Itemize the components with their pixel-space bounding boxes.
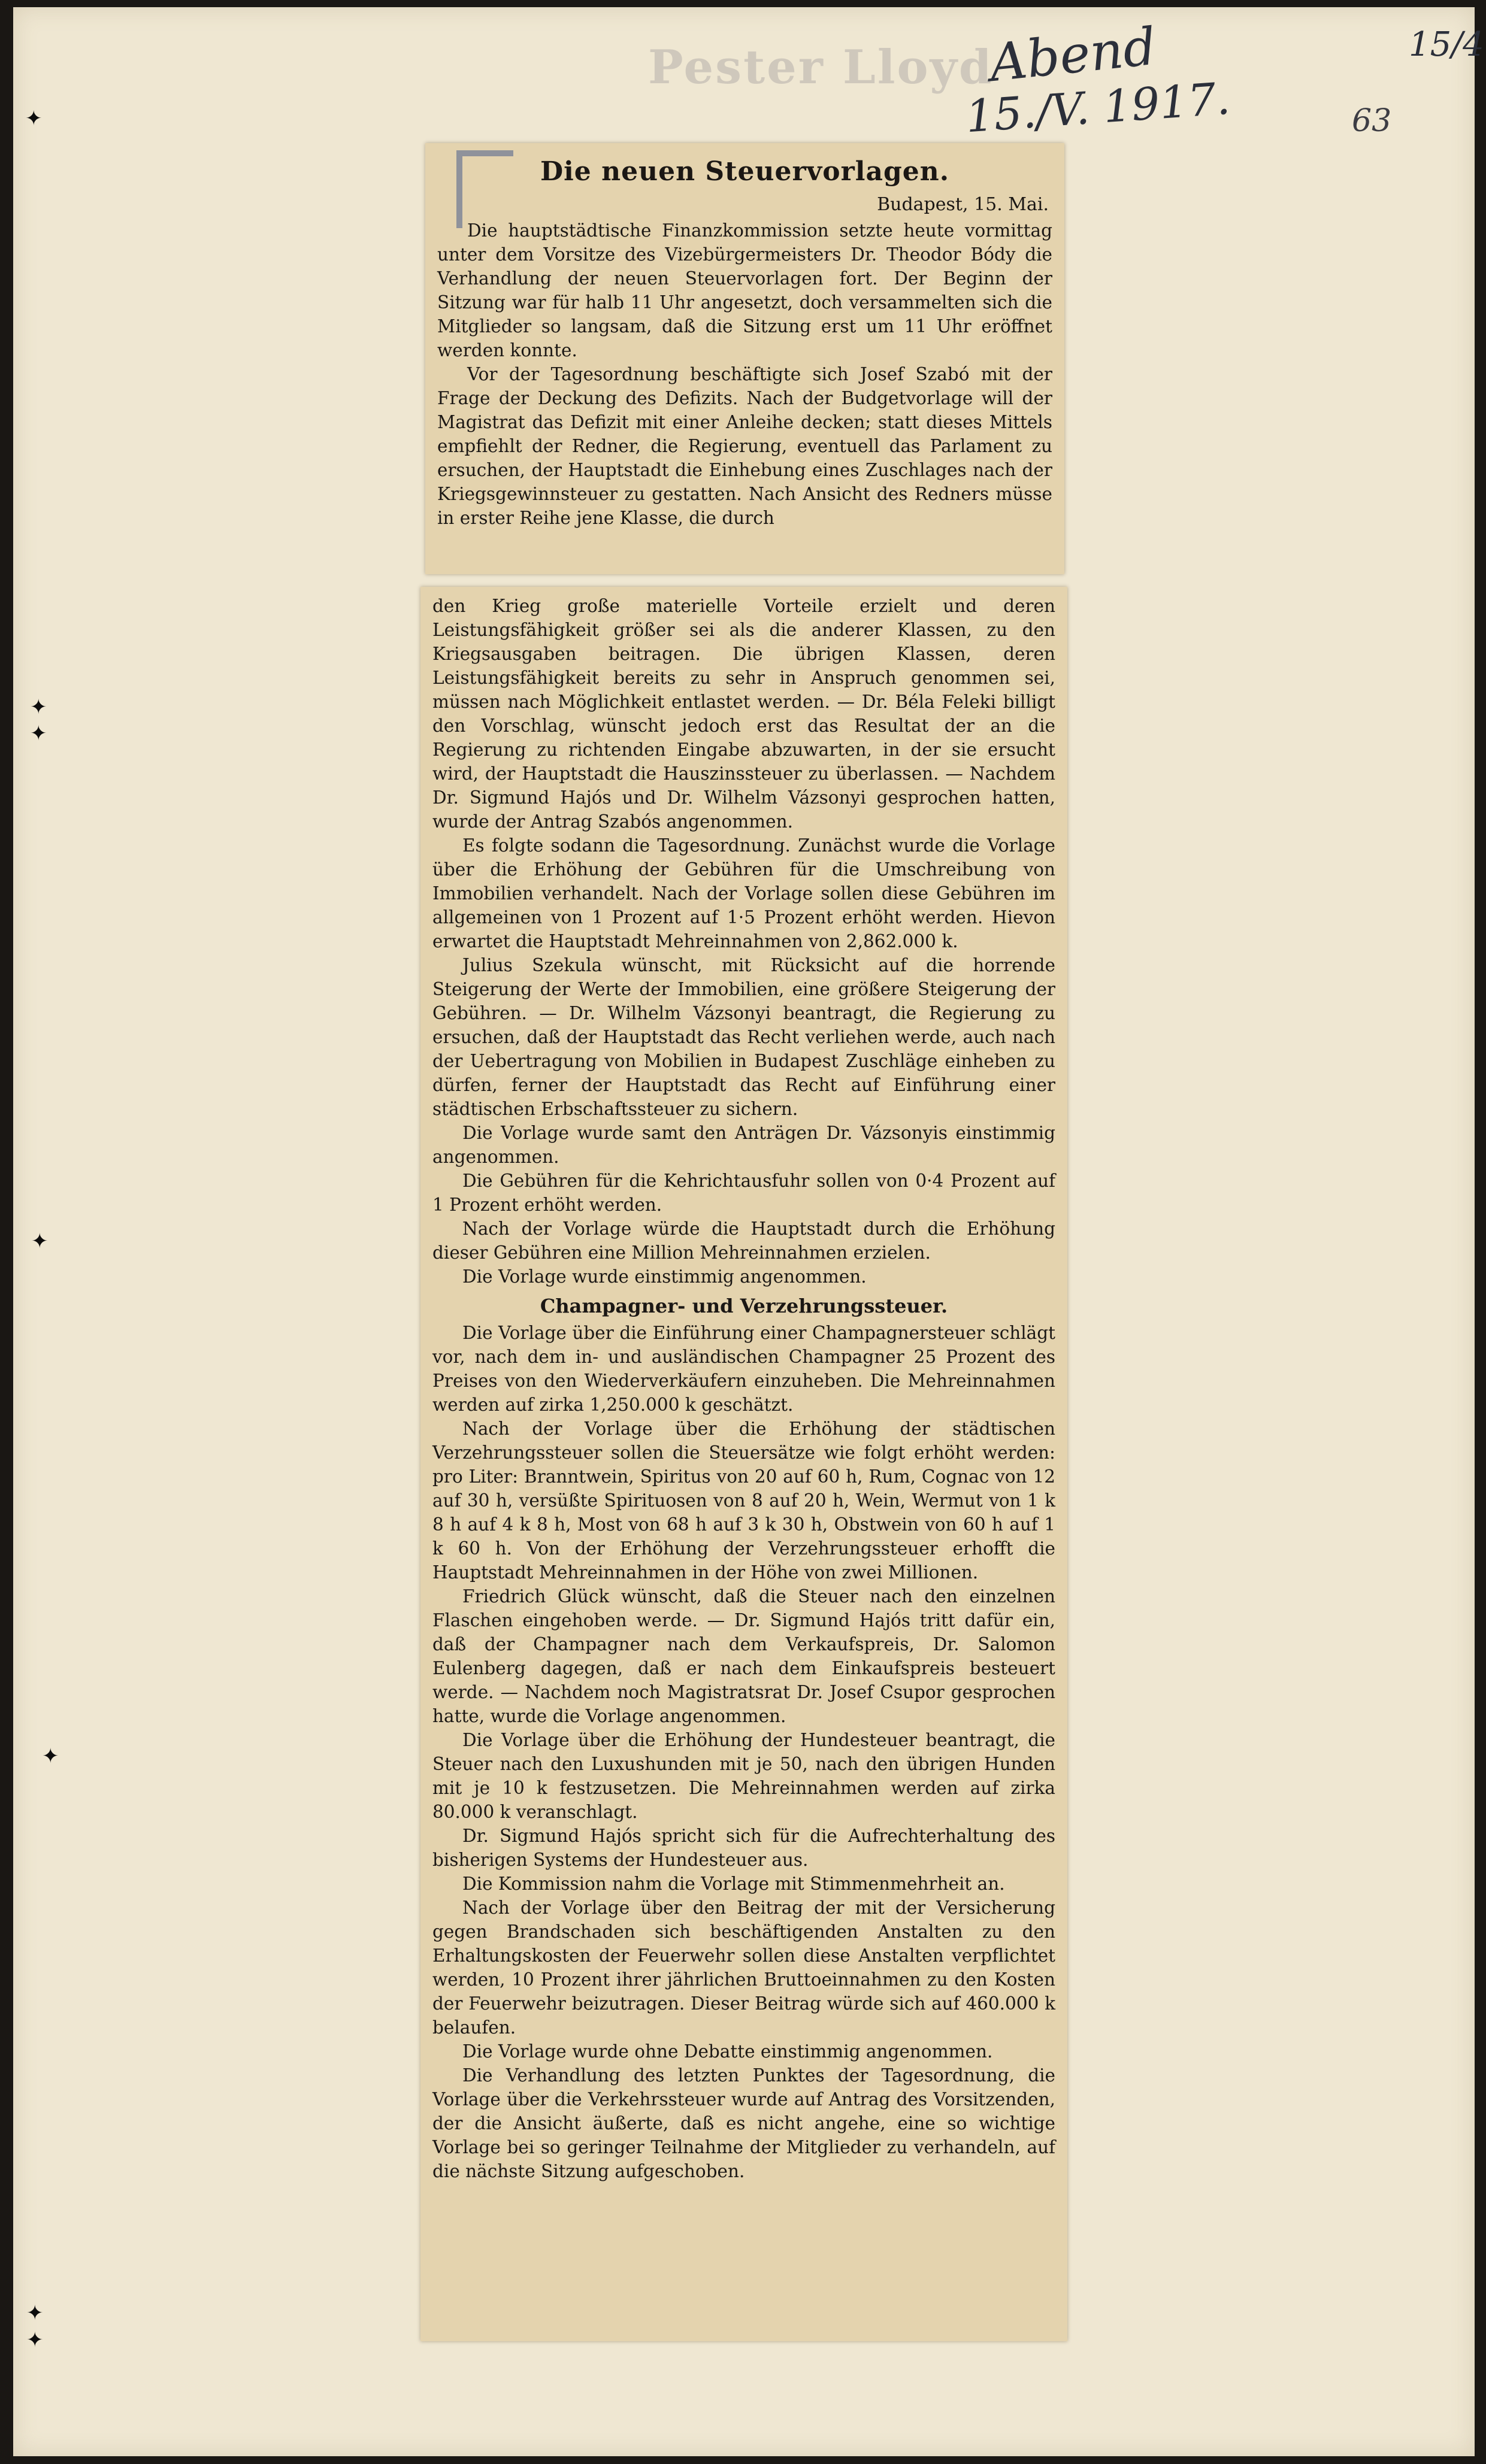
article-paragraph: Nach der Vorlage würde die Hauptstadt durch die Erhöhung dieser Gebühren eine Million Mehreinnahmen erzielen. [432, 1219, 1055, 1263]
article-paragraph: Die Vorlage wurde ohne Debatte einstimmig angenommen. [462, 2041, 993, 2062]
pin-mark-icon: ✦ [30, 722, 47, 745]
handwritten-corner-note: 15/4 [1409, 25, 1484, 64]
article-paragraph: Die hauptstädtische Finanzkommission setzte heute vormittag unter dem Vorsitze des Vizebürgermeisters Dr. Theodor Bódy die Verhandlung der neuen Steuervorlagen fort. Der Beginn der Sitzung war für halb 11 Uhr angesetzt, doch versammelten sich die Mitglieder so langsam, daß die Sitzung erst um 11 Uhr eröffnet werden konnte. [437, 220, 1052, 360]
article-title: Die neuen Steuervorlagen. [540, 156, 950, 187]
handwritten-edition: Abend [986, 16, 1159, 94]
pin-mark-icon: ✦ [25, 107, 43, 131]
article-paragraph: Die Kommission nahm die Vorlage mit Stimmenmehrheit an. [462, 1874, 1005, 1894]
archive-sheet [13, 7, 1484, 2456]
article-paragraph: Es folgte sodann die Tagesordnung. Zunächst wurde die Vorlage über die Erhöhung der Gebühren für die Umschreibung von Immobilien verhandelt. Nach der Vorlage sollen diese Gebühren im allgemeinen von 1 Prozent auf 1·5 Prozent erhöht werden. Hievon erwartet die Hauptstadt Mehreinnahmen von 2,862.000 k. [432, 835, 1055, 951]
article-paragraph: Nach der Vorlage über den Beitrag der mit der Versicherung gegen Brandschaden sich beschäftigenden Anstalten zu den Erhaltungskosten der Feuerwehr sollen diese Anstalten verpflichtet werden, 10 Prozent ihrer jährlichen Bruttoeinnahmen zu den Kosten der Feuerwehr beizutragen. Dieser Beitrag würde sich auf 460.000 k belaufen. [432, 1898, 1055, 2038]
pin-mark-icon: ✦ [42, 1744, 59, 1768]
newspaper-clipping-top [425, 143, 1064, 574]
handwritten-date: 15./V. 1917. [964, 72, 1232, 143]
pin-mark-icon: ✦ [26, 2328, 44, 2352]
article-paragraph: Die Verhandlung des letzten Punktes der Tagesordnung, die Vorlage über die Verkehrssteuer wurde auf Antrag des Vorsitzenden, der die Ansicht äußerte, daß es nicht angehe, eine so wichtige Vorlage bei so geringer Teilnahme der Mitglieder zu verhandeln, auf die nächste Sitzung aufgeschoben. [432, 2065, 1055, 2181]
newspaper-clipping-bottom [420, 587, 1067, 2341]
article-paragraph: Vor der Tagesordnung beschäftigte sich Josef Szabó mit der Frage der Deckung des Defizits. Nach der Budgetvorlage will der Magistrat das Defizit mit einer Anleihe decken; statt dieses Mittels empfiehlt der Redner, die Regierung, eventuell das Parlament zu ersuchen, der Hauptstadt die Einhebung eines Zuschlages nach der Kriegsgewinnsteuer zu gestatten. Nach Ansicht des Redners müsse in erster Reihe jene Klasse, die durch [437, 364, 1052, 528]
pin-mark-icon: ✦ [31, 1229, 49, 1253]
handwritten-page-number: 63 [1352, 103, 1392, 139]
pin-mark-icon: ✦ [30, 695, 47, 719]
article-paragraph: Julius Szekula wünscht, mit Rücksicht auf die horrende Steigerung der Werte der Immobilien, eine größere Steigerung der Gebühren. — Dr. Wilhelm Vázsonyi beantragt, die Regierung zu ersuchen, daß der Hauptstadt das Recht verliehen werde, auch nach der Uebertragung von Mobilien in Budapest Zuschläge einheben zu dürfen, ferner der Hauptstadt das Recht auf Einführung einer städtischen Erbschaftssteuer zu sichern. [432, 955, 1055, 1119]
article-dateline: Budapest, 15. Mai. [877, 194, 1049, 215]
article-paragraph: Die Gebühren für die Kehrichtausfuhr sollen von 0·4 Prozent auf 1 Prozent erhöht werden. [432, 1171, 1055, 1215]
article-paragraph: Nach der Vorlage über die Erhöhung der städtischen Verzehrungssteuer sollen die Steuersätze wie folgt erhöht werden: pro Liter: Branntwein, Spiritus von 20 auf 60 h, Rum, Cognac von 12 auf 30 h, versüßte Spirituosen von 8 auf 20 h, Wein, Wermut von 1 k 8 h auf 4 k 8 h, Most von 68 h auf 3 k 30 h, Obstwein von 60 h auf 1 k 60 h. Von der Erhöhung der Verzehrungssteuer erhofft die Hauptstadt Mehreinnahmen in der Höhe von zwei Millionen. [432, 1419, 1055, 1583]
article-paragraph: Die Vorlage wurde samt den Anträgen Dr. Vázsonyis einstimmig angenommen. [432, 1123, 1055, 1167]
article-paragraph: Die Vorlage wurde einstimmig angenommen. [462, 1266, 867, 1287]
newspaper-stamp: Pester Lloyd [648, 40, 994, 95]
article-paragraph: Friedrich Glück wünscht, daß die Steuer nach den einzelnen Flaschen eingehoben werde. — Dr. Sigmund Hajós tritt dafür ein, daß der Champagner nach dem Verkaufspreis, Dr. Salomon Eulenberg dagegen, daß er nach dem Einkaufspreis besteuert werde. — Nachdem noch Magistratsrat Dr. Josef Csupor gesprochen hatte, wurde die Vorlage angenommen. [432, 1586, 1055, 1726]
article-paragraph: den Krieg große materielle Vorteile erzielt und deren Leistungsfähigkeit größer sei als die anderer Klassen, zu den Kriegsausgaben beitragen. Die übrigen Klassen, deren Leistungsfähigkeit bereits zu sehr in Anspruch genommen sei, müssen nach Möglichkeit entlastet werden. — Dr. Béla Feleki billigt den Vorschlag, wünscht jedoch erst das Resultat der an die Regierung zu richtenden Eingabe abzuwarten, in der sie ersucht wird, der Hauptstadt die Hauszinssteuer zu überlassen. — Nachdem Dr. Sigmund Hajós und Dr. Wilhelm Vázsonyi gesprochen hatten, wurde der Antrag Szabós angenommen. [432, 596, 1055, 832]
article-paragraph: Die Vorlage über die Erhöhung der Hundesteuer beantragt, die Steuer nach den Luxushunden mit je 50, nach den übrigen Hunden mit je 10 k festzusetzen. Die Mehreinnahmen werden auf zirka 80.000 k veranschlagt. [432, 1730, 1055, 1822]
article-subheading: Champagner- und Verzehrungssteuer. [540, 1295, 948, 1317]
article-paragraph: Die Vorlage über die Einführung einer Champagnersteuer schlägt vor, nach dem in- und ausländischen Champagner 25 Prozent des Preises von den Wiederverkäufern einzuheben. Die Mehreinnahmen werden auf zirka 1,250.000 k geschätzt. [432, 1323, 1055, 1415]
pin-mark-icon: ✦ [26, 2301, 44, 2325]
article-paragraph: Dr. Sigmund Hajós spricht sich für die Aufrechterhaltung des bisherigen Systems der Hundesteuer aus. [432, 1826, 1055, 1870]
